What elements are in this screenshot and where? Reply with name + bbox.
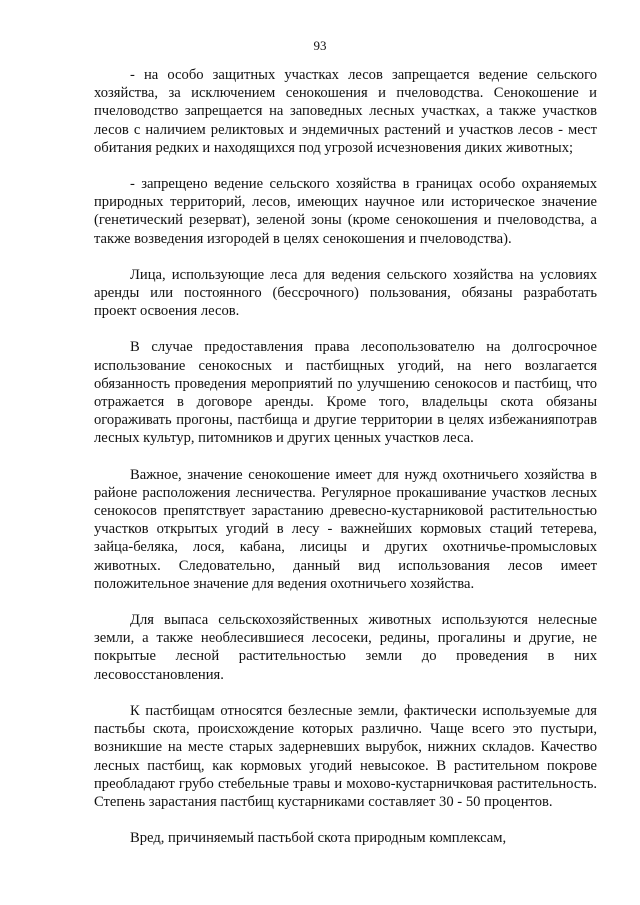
- paragraph-grazing-lands: Для выпаса сельскохозяйственных животных используются нелесные земли, а также необлесившиеся лесосеки, редины, прогалины и другие, не покрытые лесной растительностью земли до проведения в них лесовосстановления.: [94, 612, 597, 683]
- page-number: 93: [313, 38, 327, 53]
- paragraph-bullet-protective-forests: - на особо защитных участках лесов запрещается ведение сельского хозяйства, за исключением сенокошения и пчеловодства. Сенокошение и пчеловодство запрещается на заповедных лесных участках, а также участков лесов с наличием реликтовых и эндемичных растений и участков лесов - мест обитания редких и находящихся под угрозой исчезновения диких животных;: [94, 67, 597, 156]
- paragraph-grazing-harm: Вред, причиняемый пастьбой скота природным комплексам,: [130, 830, 507, 847]
- paragraph-bullet-protected-territories: - запрещено ведение сельского хозяйства в границах особо охраняемых природных территорий, лесов, имеющих научное или историческое значение (генетический резерват), зеленой зоны (кроме сенокошения и пчеловодства, а также возведения изгородей в целях сенокошения и пчеловодства).: [94, 176, 597, 247]
- paragraph-pastures: К пастбищам относятся безлесные земли, фактически используемые для пастьбы скота, происхождение которых различно. Чаще всего это пустыри, возникшие на месте старых задерневших вырубок, нижних складов. Качество лесных пастбищ, как кормовых угодий невысокое. В растительном покрове преобладают грубо стебельные травы и мохово-кустарничковая растительность. Степень зарастания пастбищ кустарниками составляет 30 - 50 процентов.: [94, 702, 597, 810]
- paragraph-hunting-importance: Важное, значение сенокошение имеет для нужд охотничьего хозяйства в районе расположения лесничества. Регулярное прокашивание участков лесных сенокосов препятствует зарастанию древесно-кустарниковой растительностью участков открытых угодий в лесу - важнейших кормовых стаций тетерева, зайца-беляка, лося, кабана, лисицы и других охотничье-промысловых животных. Следовательно, данный вид использования лесов имеет положительное значение для ведения охотничьего хозяйства.: [94, 466, 597, 592]
- paragraph-lease-obligations: Лица, использующие леса для ведения сельского хозяйства на условиях аренды или постоянного (бессрочного) пользования, обязаны разработать проект освоения лесов.: [94, 266, 597, 320]
- document-body: [94, 66, 597, 847]
- paragraph-long-term-use: В случае предоставления права лесопользователю на долгосрочное использование сенокосных и пастбищных угодий, на него возлагается обязанность проведения мероприятий по улучшению сенокосов и пастбищ, что отражается в договоре аренды. Кроме того, владельцы скота обязаны огораживать прогоны, пастбища и другие территории в целях избежанияпотрав лесных культур, питомников и других ценных участков леса.: [94, 339, 597, 447]
